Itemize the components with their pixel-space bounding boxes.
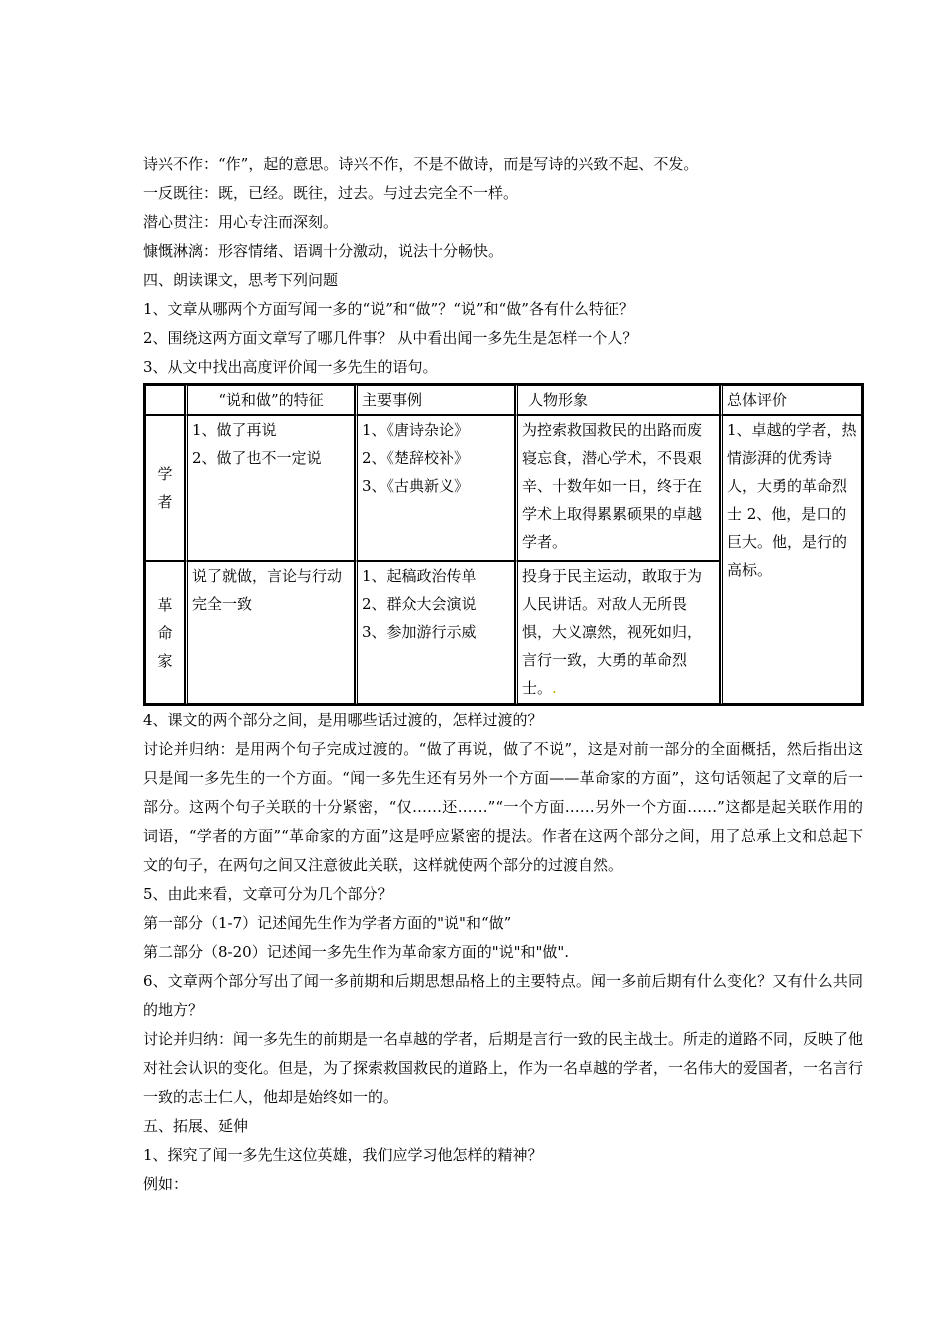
question-line: 4、课文的两个部分之间，是用哪些话过渡的，怎样过渡的？ [143, 711, 543, 729]
document-page [143, 150, 863, 1199]
feature-item: 1、做了再说 [192, 421, 277, 439]
row-label: 学者 [157, 465, 173, 511]
table-header-row [145, 385, 862, 415]
image-text: 投身于民主运动，敢取于为人民讲话。对敌人无所畏惧，大义凛然，视死如归，言行一致，大勇的革命烈士。 [522, 567, 703, 697]
example-label: 例如： [143, 1175, 189, 1193]
example-item: 1、《唐诗杂论》 [362, 421, 470, 439]
note-line: 慷慨淋漓：形容情绪、语调十分激动，说法十分畅快。 [143, 242, 504, 260]
summary-table [143, 383, 864, 706]
table-header-cell: 人物形象 [515, 385, 720, 415]
evaluation-cell: 1、卓越的学者，热情澎湃的优秀诗人，大勇的革命烈士 2、他，是口的巨大。他，是行的高标。 [720, 415, 862, 704]
question-line: 3、从文中找出高度评价闻一多先生的语句。 [143, 358, 438, 376]
image-cell: 为控索救国救民的出路而废寝忘食，潜心学术，不畏艰辛、十数年如一日，终于在学术上取得累累硕果的卓越学者。 [515, 415, 720, 561]
question-paragraph: 6、文章两个部分写出了闻一多前期和后期思想品格上的主要特点。闻一多前后期有什么变化？又有什么共同的地方？ [143, 972, 863, 1019]
image-cell [515, 561, 720, 704]
answer-paragraph: 讨论并归纳：是用两个句子完成过渡的。“做了再说，做了不说”，这是对前一部分的全面概括，然后指出这只是闻一多先生的一个方面。“闻一多先生还有另外一个方面——革命家的方面”，这句话领起了文章的后一部分。这两个句子关联的十分紧密，“仅……还……”“一个方面……另外一个方面……”这都是起关联作用的词语，“学者的方面”“革命家的方面”这是呼应紧密的提法。作者在这两个部分之间，用了总承上文和总起下文的句子，在两句之间又注意彼此关联，这样就使两个部分的过渡自然。 [143, 740, 863, 874]
section-heading: 四、朗读课文，思考下列问题 [143, 271, 339, 289]
table-header-cell [145, 385, 185, 415]
features-cell [185, 415, 355, 561]
example-item: 3、参加游行示威 [362, 623, 477, 641]
examples-cell [355, 561, 515, 704]
stray-dot-icon: . [552, 679, 557, 697]
question-line: 2、围绕这两方面文章写了哪几件事？ 从中看出闻一多先生是怎样一个人？ [143, 329, 638, 347]
row-label-cell [145, 561, 185, 704]
table-header-cell: 总体评价 [720, 385, 862, 415]
table-row [145, 415, 862, 561]
answer-line: 第一部分（1-7）记述闻先生作为学者方面的"说"和“做” [143, 914, 512, 932]
example-item: 2、《楚辞校补》 [362, 449, 470, 467]
question-line: 5、由此来看，文章可分为几个部分？ [143, 885, 393, 903]
examples-cell [355, 415, 515, 561]
section-heading: 五、拓展、延伸 [143, 1117, 249, 1135]
question-line: 1、探究了闻一多先生这位英雄，我们应学习他怎样的精神？ [143, 1146, 543, 1164]
note-line: 诗兴不作：“作”，起的意思。诗兴不作，不是不做诗，而是写诗的兴致不起、不发。 [143, 155, 699, 173]
answer-line: 第二部分（8-20）记述闻一多先生作为革命家方面的"说"和"做". [143, 943, 570, 961]
example-item: 2、群众大会演说 [362, 595, 477, 613]
feature-item: 2、做了也不一定说 [192, 449, 322, 467]
row-label: 革命家 [157, 595, 173, 670]
features-cell [185, 561, 355, 704]
row-label-cell [145, 415, 185, 561]
table-header-cell: 主要事例 [355, 385, 515, 415]
example-item: 3、《古典新义》 [362, 477, 470, 495]
example-item: 1、起稿政治传单 [362, 567, 477, 585]
note-line: 潜心贯注：用心专注而深刻。 [143, 213, 339, 231]
note-line: 一反既往：既，已经。既往，过去。与过去完全不一样。 [143, 184, 519, 202]
feature-item: 说了就做，言论与行动完全一致 [192, 567, 343, 613]
table-header-cell: “说和做”的特征 [185, 385, 355, 415]
question-line: 1、文章从哪两个方面写闻一多的“说”和“做”？“说”和“做”各有什么特征？ [143, 300, 634, 318]
answer-paragraph: 讨论并归纳：闻一多先生的前期是一名卓越的学者，后期是言行一致的民主战士。所走的道路不同，反映了他对社会认识的变化。但是，为了探索救国救民的道路上，作为一名卓越的学者，一名伟大的爱国者，一名言行一致的志士仁人，他却是始终如一的。 [143, 1030, 864, 1106]
